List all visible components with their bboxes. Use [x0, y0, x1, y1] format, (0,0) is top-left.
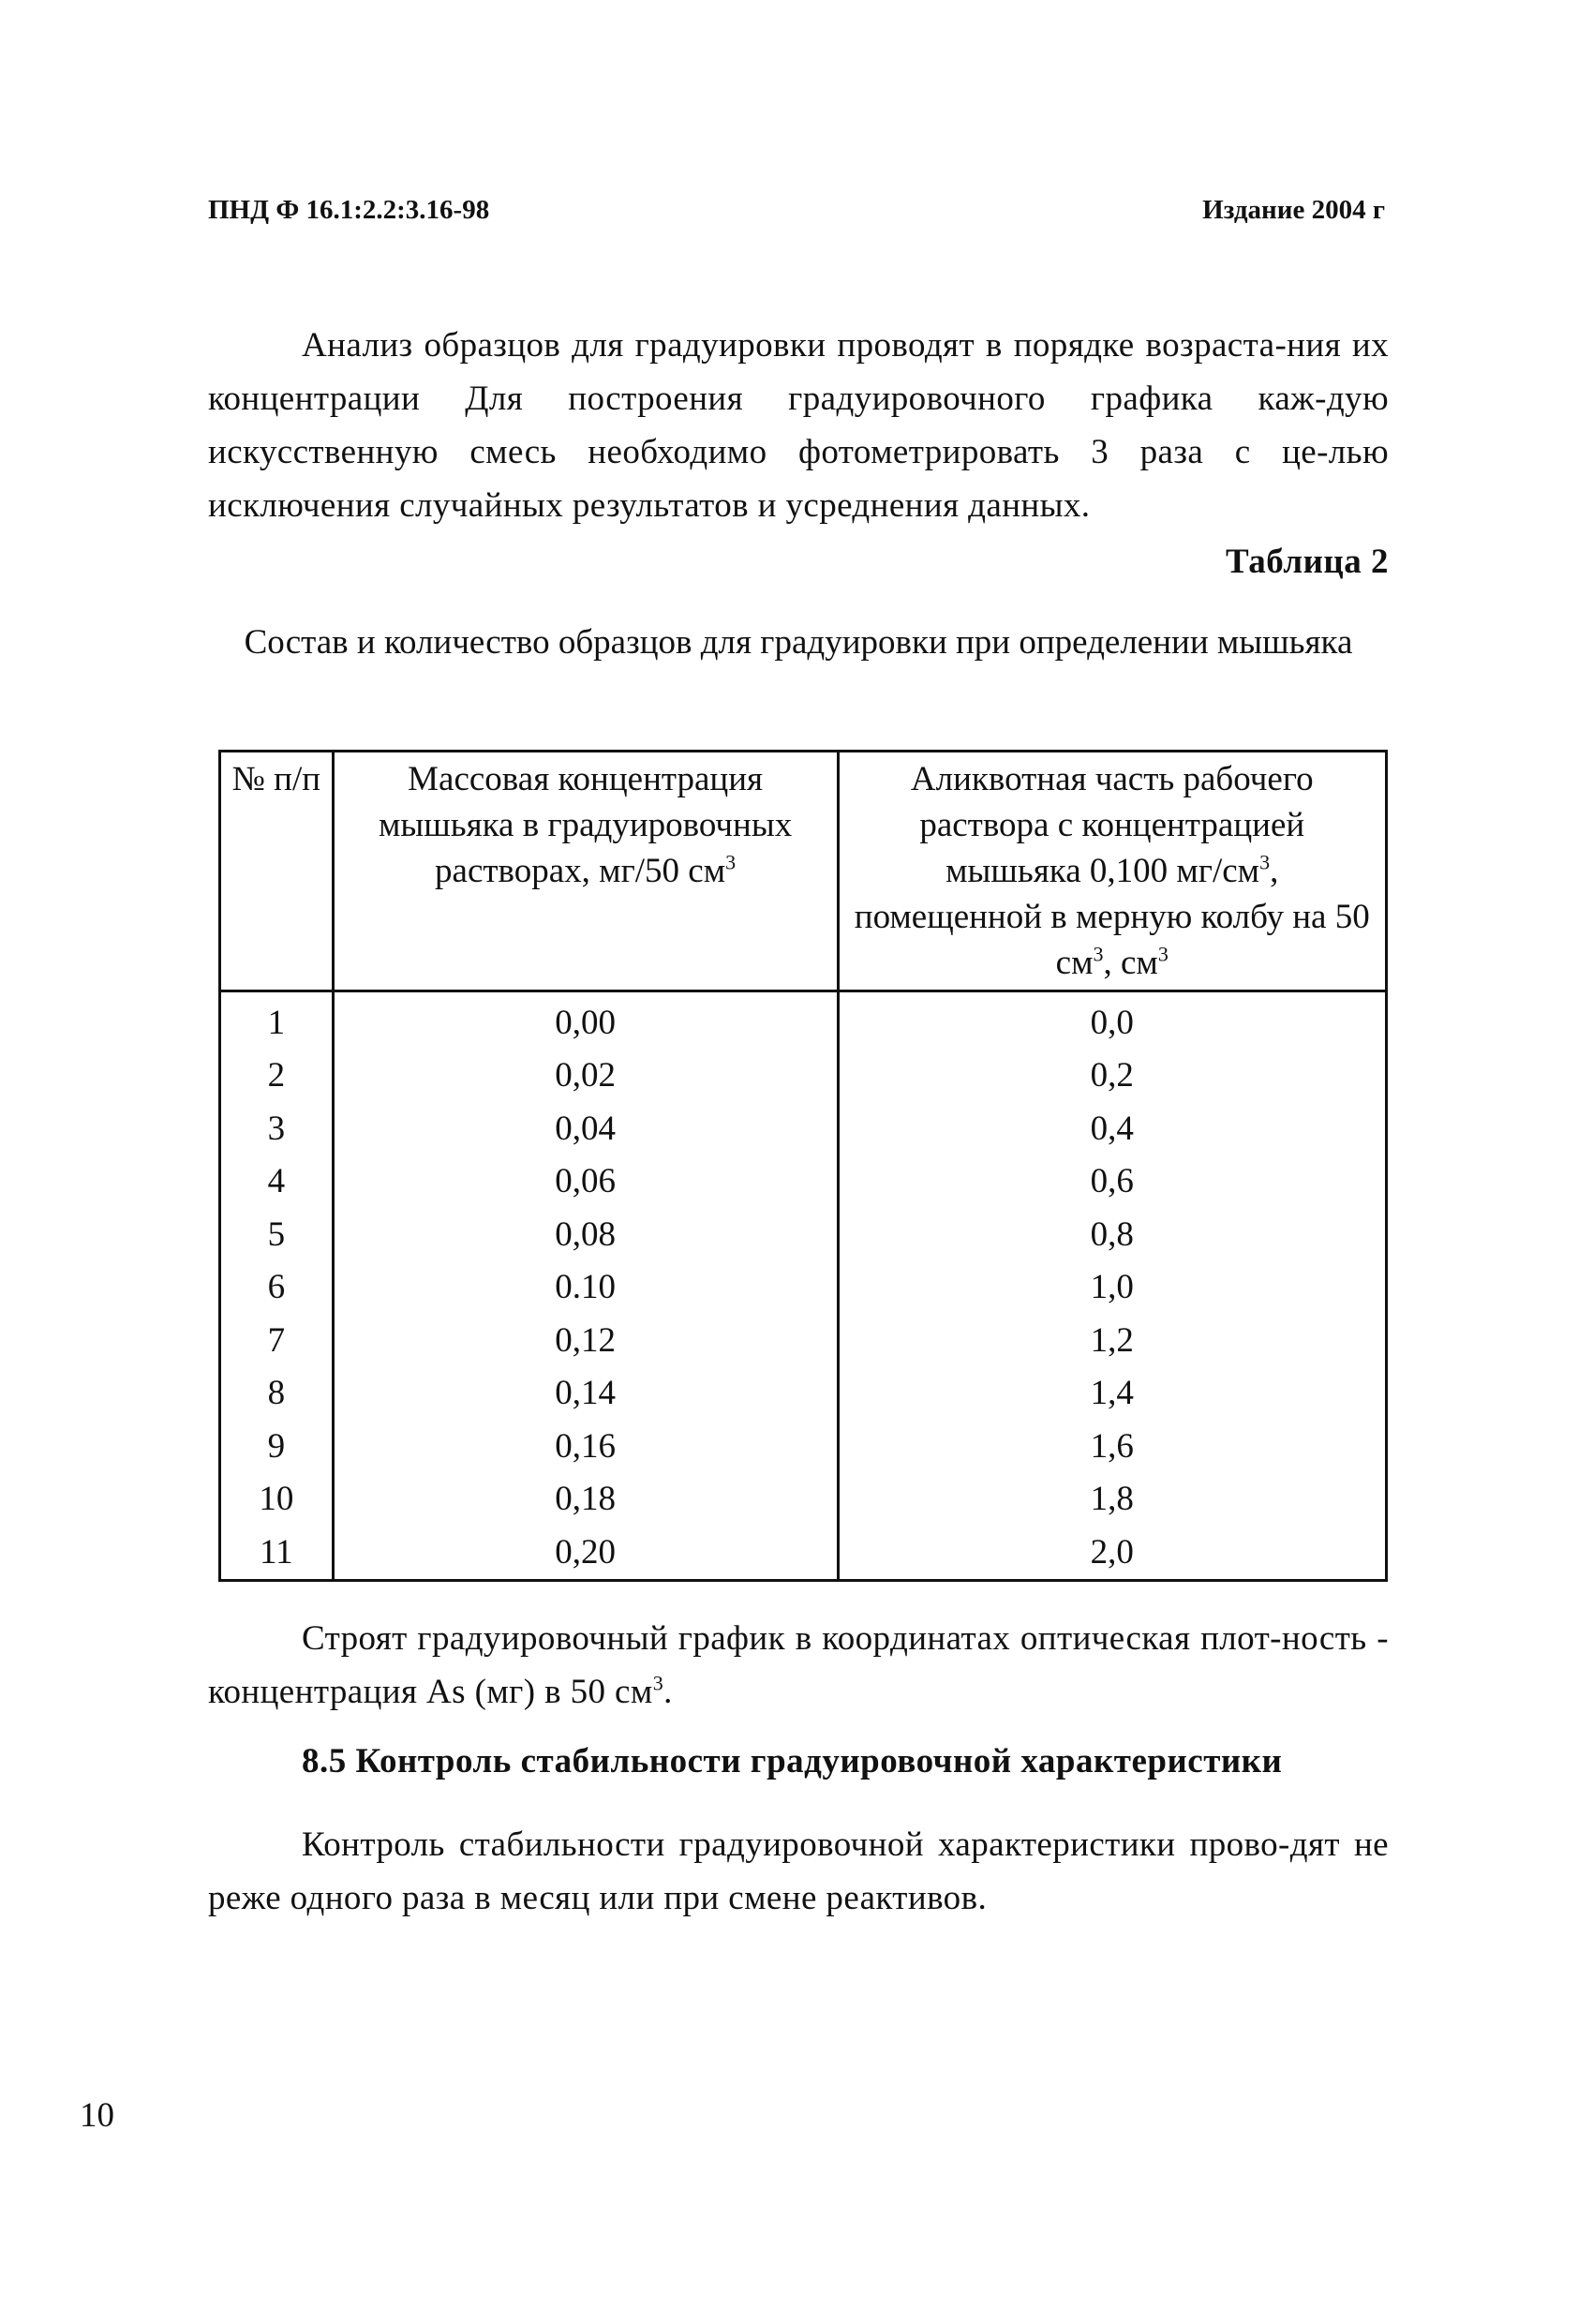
row-number-cell: 8: [220, 1367, 334, 1421]
concentration-cell: 0,08: [333, 1208, 838, 1261]
paragraph-calibration-analysis: Анализ образцов для градуировки проводят в порядке возраста-ния их концентрации Для построения градуировочного графика каж-дую искусственную смесь необходимо фотометрировать 3 раза с це-лью исключения случайных результатов и усреднения данных.: [208, 326, 1389, 525]
row-number-cell: 3: [220, 1102, 334, 1155]
page-number: 10: [80, 2096, 114, 2135]
table-row: [220, 1420, 1387, 1473]
aliquot-cell: 0,0: [838, 991, 1387, 1050]
paragraph-graph-end: .: [663, 1673, 673, 1711]
table-row: [220, 1314, 1387, 1367]
table-row: [220, 1473, 1387, 1527]
table-row: [220, 1155, 1387, 1209]
paragraph-graph-coordinates: [208, 1612, 1389, 1719]
concentration-cell: 0,12: [333, 1314, 838, 1367]
aliquot-cell: 1,8: [838, 1473, 1387, 1527]
table-row: [220, 1261, 1387, 1315]
paragraph-superscript: 3: [652, 1671, 664, 1695]
table-row: [220, 991, 1387, 1050]
row-number-cell: 6: [220, 1261, 334, 1315]
aliquot-cell: 1,0: [838, 1261, 1387, 1315]
row-number-cell: 4: [220, 1155, 334, 1209]
table-label: Таблица 2: [1226, 543, 1389, 581]
concentration-cell: 0.10: [333, 1261, 838, 1315]
table-header-row: [220, 752, 1387, 991]
concentration-cell: 0,06: [333, 1155, 838, 1209]
concentration-cell: 0,20: [333, 1526, 838, 1580]
table-row: [220, 1526, 1387, 1580]
document-code: ПНД Ф 16.1:2.2:3.16-98: [208, 195, 490, 225]
row-number-cell: 11: [220, 1526, 334, 1580]
section-heading: 8.5 Контроль стабильности градуировочной характеристики: [302, 1742, 1283, 1780]
header-mass-concentration: [333, 752, 838, 991]
aliquot-cell: 2,0: [838, 1526, 1387, 1580]
calibration-table: [218, 750, 1388, 1582]
row-number-cell: 1: [220, 991, 334, 1050]
paragraph-stability-control: Контроль стабильности градуировочной характеристики прово-дят не реже одного раза в месяц или при смене реактивов.: [208, 1825, 1389, 1917]
table-row: [220, 1050, 1387, 1103]
aliquot-cell: 1,6: [838, 1420, 1387, 1473]
header-superscript: 3: [725, 850, 737, 874]
concentration-cell: 0,00: [333, 991, 838, 1050]
table-caption: Состав и количество образцов для градуировки при определении мышьяка: [244, 623, 1353, 662]
header-superscript: 3: [1259, 850, 1271, 874]
edition-label: Издание 2004 г: [1202, 195, 1385, 225]
header-superscript: 3: [1093, 942, 1104, 966]
header-aliquot-text-b: , помещенной в мерную колбу на 50 см: [854, 852, 1370, 982]
header-number-text: № п/п: [231, 760, 321, 798]
header-superscript: 3: [1157, 942, 1169, 966]
table-row: [220, 1102, 1387, 1155]
header-aliquot: [838, 752, 1387, 991]
paragraph-graph-text: Строят градуировочный график в координатах оптическая плот-ность - концентрация As (мг) в 50 см: [208, 1619, 1389, 1711]
header-aliquot-text-a: Аликвотная часть рабочего раствора с концентрацией мышьяка 0,100 мг/см: [910, 760, 1314, 890]
concentration-cell: 0,04: [333, 1102, 838, 1155]
table-row: [220, 1208, 1387, 1261]
row-number-cell: 9: [220, 1420, 334, 1473]
header-aliquot-text-c: , см: [1103, 944, 1158, 982]
aliquot-cell: 0,2: [838, 1050, 1387, 1103]
header-mass-concentration-text: Массовая концентрация мышьяка в градуировочных растворах, мг/50 см: [378, 760, 793, 890]
row-number-cell: 5: [220, 1208, 334, 1261]
aliquot-cell: 0,4: [838, 1102, 1387, 1155]
concentration-cell: 0,18: [333, 1473, 838, 1527]
table-body: [220, 991, 1387, 1581]
aliquot-cell: 0,6: [838, 1155, 1387, 1209]
row-number-cell: 7: [220, 1314, 334, 1367]
concentration-cell: 0,14: [333, 1367, 838, 1421]
header-number: [220, 752, 334, 991]
row-number-cell: 10: [220, 1473, 334, 1527]
aliquot-cell: 1,2: [838, 1314, 1387, 1367]
concentration-cell: 0,16: [333, 1420, 838, 1473]
table-row: [220, 1367, 1387, 1421]
row-number-cell: 2: [220, 1050, 334, 1103]
aliquot-cell: 1,4: [838, 1367, 1387, 1421]
concentration-cell: 0,02: [333, 1050, 838, 1103]
aliquot-cell: 0,8: [838, 1208, 1387, 1261]
